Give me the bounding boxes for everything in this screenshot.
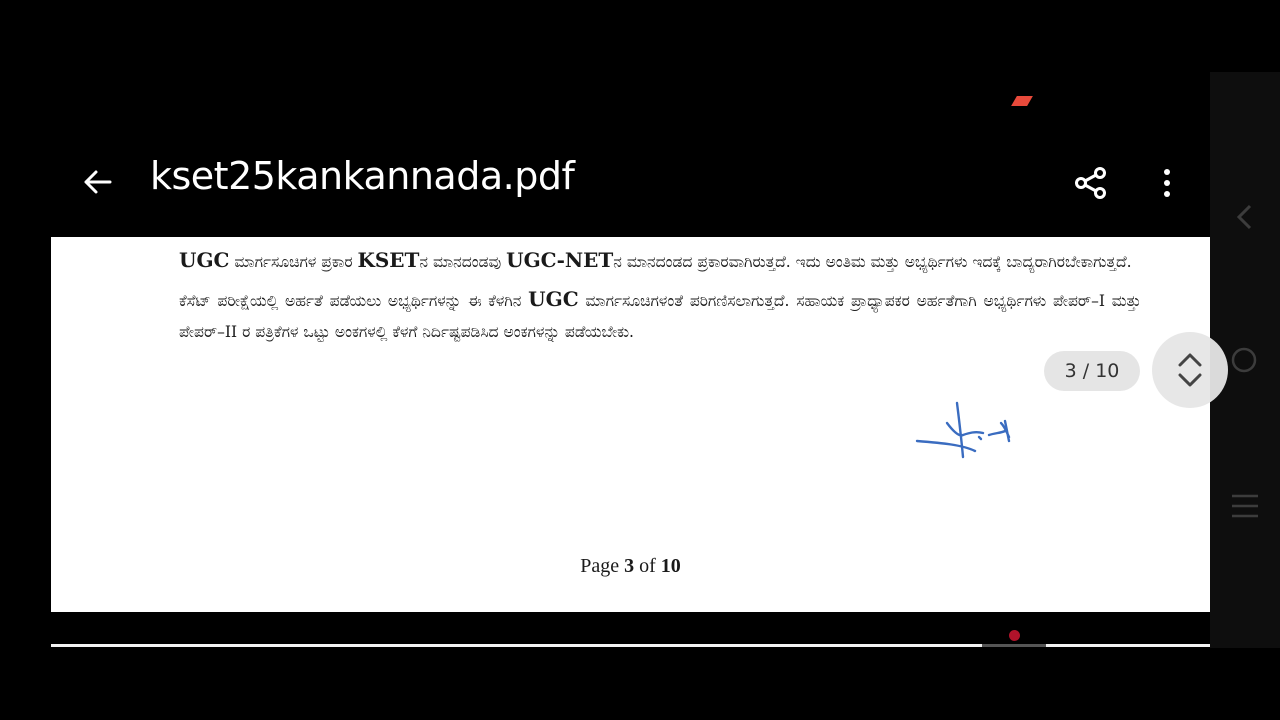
share-icon [1072, 164, 1110, 202]
paragraph: UGC ಮಾರ್ಗಸೂಚಿಗಳ ಪ್ರಕಾರ KSETನ ಮಾನದಂಡವು UGC-NETನ ಮಾನದಂಡದ ಪ್ರಕಾರವಾಗಿರುತ್ತದೆ. ಇದು ಅಂತಿಮ ಮತ್ತು ಅಭ್ಯರ್ಥಿಗಳು ಇದಕ್ಕೆ ಬಾದ್ಯರಾಗಿರಬೇಕಾಗುತ್ತದೆ. [179, 248, 1132, 272]
nav-home-button[interactable] [1230, 346, 1258, 374]
document-body [179, 245, 1141, 354]
arrow-left-icon [78, 162, 118, 202]
record-dot-icon [1009, 630, 1020, 641]
nav-back-button[interactable] [1232, 202, 1258, 232]
nav-recents-button[interactable] [1230, 492, 1260, 520]
signature-image [913, 397, 1023, 467]
document-title: kset25kankannada.pdf [150, 154, 575, 198]
term-kset: KSET [357, 248, 420, 272]
page-number-footer: Page 3 of 10 [580, 555, 681, 577]
term-ugc: UGC [528, 287, 579, 311]
pdf-page [51, 237, 1210, 612]
nav-back-icon [1232, 202, 1258, 232]
back-button[interactable] [78, 162, 118, 202]
page-indicator: 3 / 10 [1044, 351, 1140, 391]
nav-menu-icon [1230, 492, 1260, 520]
toolbar [0, 140, 1210, 230]
chevron-up-down-icon [1172, 350, 1208, 390]
paragraph: ಕೆಸೆಟ್ ಪರೀಕ್ಷೆಯಲ್ಲಿ ಅರ್ಹತೆ ಪಡೆಯಲು ಅಭ್ಯರ್ಥಿಗಳನ್ನು ಈ ಕೆಳಗಿನ UGC ಮಾರ್ಗಸೂಚಿಗಳಂತೆ ಪರಿಗಣಿಸಲಾಗುತ್ತದೆ. ಸಹಾಯಕ ಪ್ರಾಧ್ಯಾಪಕರ ಅರ್ಹತೆಗಾಗಿ ಅಭ್ಯರ್ಥಿಗಳು ಪೇಪರ್–I ಮತ್ತು ಪೇಪರ್–II ರ ಪತ್ರಿಕೆಗಳ ಒಟ್ಟು ಅಂಕಗಳಲ್ಲಿ ಕೆಳಗೆ ನಿರ್ದಿಷ್ಟಪಡಿಸಿದ ಅಂಕಗಳನ್ನು ಪಡೆಯಬೇಕು. [179, 287, 1141, 341]
term-ugc-net: UGC-NET [506, 248, 614, 272]
term-ugc: UGC [179, 248, 230, 272]
share-button[interactable] [1072, 164, 1110, 202]
progress-segment [982, 644, 1046, 647]
recording-indicator-icon [1011, 96, 1033, 106]
nav-home-icon [1230, 346, 1258, 374]
fast-scroll-handle[interactable] [1152, 332, 1228, 408]
more-vert-icon [1150, 164, 1184, 202]
more-options-button[interactable] [1150, 164, 1184, 202]
